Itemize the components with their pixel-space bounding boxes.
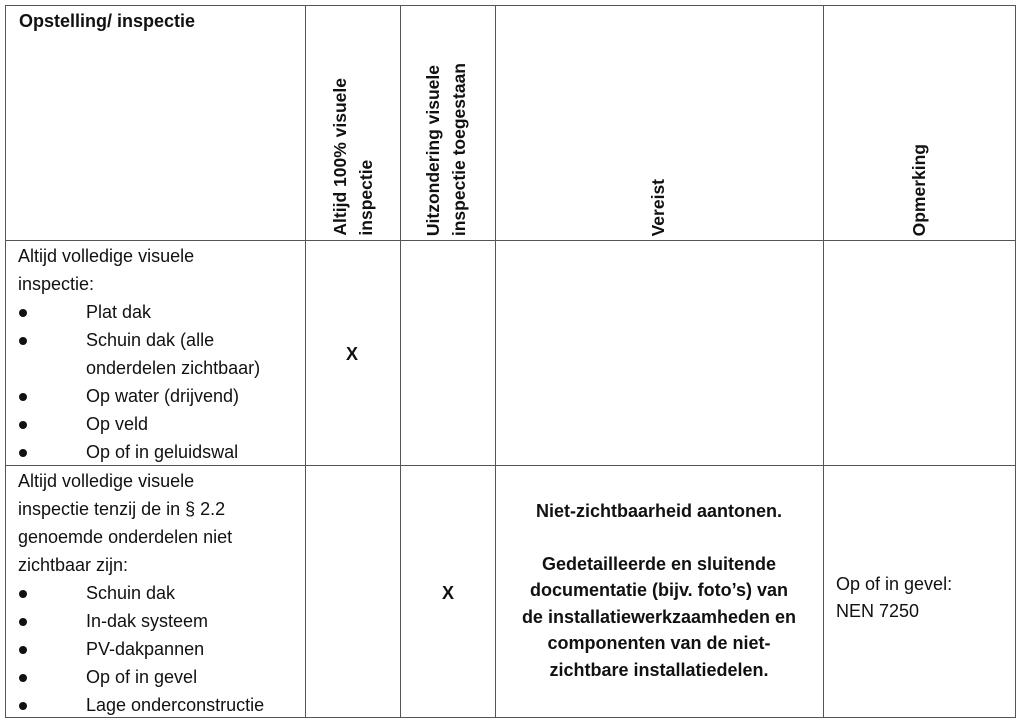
list-item: In-dak systeem (18, 607, 305, 635)
vereist-line: Gedetailleerde en sluitende (541, 553, 777, 574)
row2-intro-line3: genoemde onderdelen niet (18, 527, 233, 547)
vereist-line: documentatie (bijv. foto’s) van (529, 580, 789, 600)
list-item: Op of in geluidswal (18, 438, 305, 466)
list-item: Lage onderconstructie (18, 691, 305, 719)
header-uitzondering (400, 6, 495, 240)
row2-altijd (305, 466, 400, 718)
vereist-line: zichtbare installatiedelen. (549, 659, 769, 680)
list-item-text: Schuin dak (alle (86, 330, 215, 350)
header-vereist-label: Vereist (648, 178, 668, 236)
header-altijd (305, 6, 400, 240)
header-opmerking (823, 6, 1017, 240)
list-item (18, 326, 305, 382)
header-uitzondering-line1: Uitzondering visuele (423, 64, 443, 236)
row1-opmerking (823, 241, 1017, 465)
list-item: PV-dakpannen (18, 635, 305, 663)
row2-intro-line2: inspectie tenzij de in § 2.2 (18, 499, 226, 519)
row1-altijd (305, 241, 400, 465)
opmerking-line: NEN 7250 (836, 600, 920, 621)
header-opstelling (6, 6, 305, 240)
row2-intro-line1: Altijd volledige visuele (18, 471, 195, 491)
row1-vereist (495, 241, 823, 465)
header-uitzondering-label (420, 63, 472, 236)
row2-opmerking (823, 466, 1017, 718)
list-item: Op water (drijvend) (18, 382, 305, 410)
row1-intro-line2: inspectie: (18, 274, 95, 294)
header-altijd-line1: Altijd 100% visuele (330, 78, 350, 236)
row1-item-list (18, 298, 305, 466)
row2-vereist (495, 466, 823, 718)
vereist-line: Niet-zichtbaarheid aantonen. (535, 501, 783, 521)
vereist-line: componenten van de niet- (547, 633, 771, 653)
row1-altijd-mark: X (346, 344, 359, 364)
list-item-continuation: onderdelen zichtbaar) (86, 358, 261, 378)
row1-opstelling (6, 241, 305, 465)
list-item: Schuin dak (18, 579, 305, 607)
header-opstelling-label: Opstelling/ inspectie (19, 11, 196, 31)
header-altijd-label (327, 78, 379, 236)
header-altijd-line2: inspectie (356, 160, 376, 236)
list-item: Op of in gevel (18, 663, 305, 691)
header-uitzondering-line2: inspectie toegestaan (449, 62, 469, 236)
row2-uitzondering (400, 466, 495, 718)
vereist-line: de installatiewerkzaamheden en (521, 606, 797, 627)
header-vereist (495, 6, 823, 240)
row2-opstelling (6, 466, 305, 718)
opmerking-line: Op of in gevel: (836, 574, 953, 594)
row1-uitzondering (400, 241, 495, 465)
row2-uitzondering-mark: X (442, 583, 455, 603)
row1-intro-line1: Altijd volledige visuele (18, 246, 195, 266)
list-item: Op veld (18, 410, 305, 438)
row2-item-list (18, 579, 305, 719)
row2-intro-line4: zichtbaar zijn: (18, 555, 129, 575)
list-item: Plat dak (18, 298, 305, 326)
inspection-table (5, 5, 1016, 718)
header-opmerking-label: Opmerking (909, 143, 929, 236)
